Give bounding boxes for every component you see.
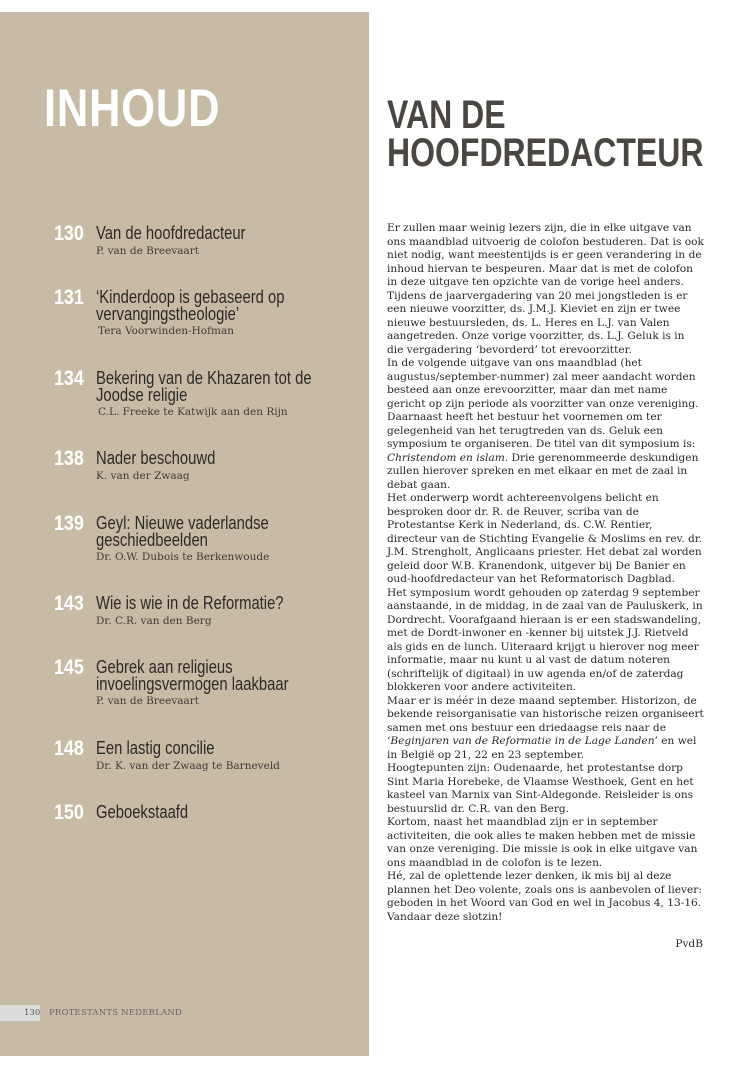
toc-author: Tera Voorwinden-Hofman bbox=[98, 325, 234, 337]
toc-author: Dr. C.R. van den Berg bbox=[96, 615, 212, 627]
toc-page-number: 145 bbox=[54, 656, 84, 679]
text-run: Maar er is méér in deze maand september. Historizon, de bekende reisorganisatie van historische reizen organiseert samen met ons bestuur een driedaagse reis naar de bbox=[387, 694, 704, 734]
toc-author: P. van de Breevaart bbox=[96, 695, 200, 707]
paragraph: Kortom, naast het maandblad zijn er in september activiteiten, die ook alles te maken hebben met de missie van onze vereniging. Die missie is ook in elke uitgave van ons maandblad in de colofon is te lezen. bbox=[387, 816, 698, 869]
toc-page-number: 148 bbox=[54, 737, 84, 760]
text-run: . Drie gerenommeerde deskundigen zullen hierover spreken en met elkaar en met de zaal in debat gaan. bbox=[387, 451, 699, 491]
article-title-line: HOOFDREDACTEUR bbox=[387, 131, 704, 175]
footer-magazine-name: PROTESTANTS NEDERLAND bbox=[49, 1008, 183, 1018]
toc-author: K. van der Zwaag bbox=[96, 470, 190, 482]
paragraph bbox=[387, 695, 704, 763]
text-run: en wel in België op 21, 22 en 23 september. bbox=[387, 735, 697, 761]
paragraph: Hé, zal de oplettende lezer denken, ik mis bij al deze plannen het Deo volente, zoals ons is aanbevolen of liever: geboden in het Woord van God en wel in Jacobus 4, 13-16. Vandaar deze slotzin! bbox=[387, 870, 702, 923]
toc-author: Dr. K. van der Zwaag te Barneveld bbox=[96, 760, 280, 772]
paragraph: In de volgende uitgave van ons maandblad (het augustus/september-nummer) zal meer aandacht worden besteed aan onze erevoorzitter, maar dan met name gericht op zijn periode als voorzitter van onze vereniging. bbox=[387, 357, 699, 410]
toc-page-number: 138 bbox=[54, 447, 84, 470]
toc-title: Geyl: Nieuwe vaderlandse geschiedbeelden bbox=[96, 512, 269, 550]
article-body bbox=[387, 222, 704, 924]
author-signature: PvdB bbox=[675, 938, 703, 950]
toc-title: Van de hoofdredacteur bbox=[96, 222, 246, 243]
toc-page-number: 131 bbox=[54, 286, 84, 309]
text-run: Daarnaast heeft het bestuur het voornemen om ter gelegenheid van het terugtreden van ds. Geluk een symposium te organiseren. De titel van dit symposium is: bbox=[387, 411, 696, 450]
paragraph bbox=[387, 411, 704, 492]
toc-title: ‘Kinderdoop is gebaseerd op vervangingstheologie’ bbox=[96, 286, 285, 324]
toc-title: Gebrek aan religieus invoelingsvermogen laakbaar bbox=[96, 656, 289, 694]
toc-author: C.L. Freeke te Katwijk aan den Rijn bbox=[98, 406, 288, 418]
toc-page-number: 143 bbox=[54, 592, 84, 615]
toc-title: Geboekstaafd bbox=[96, 801, 189, 822]
toc-title: Nader beschouwd bbox=[96, 447, 216, 468]
toc-author: Dr. O.W. Dubois te Berkenwoude bbox=[96, 551, 270, 563]
paragraph: Het onderwerp wordt achtereenvolgens belicht en besproken door dr. R. de Reuver, scriba van de Protestantse Kerk in Nederland, ds. C.W. Rentier, directeur van de Stichting Evangelie & Moslims en rev. dr. J.M. Strengholt, Anglicaans priester. Het debat zal worden geleid door W.B. Kranendonk, uitgever bij De Banier en oud-hoofdredacteur van het Reformatorisch Dagblad. bbox=[387, 492, 703, 585]
trip-title: ‘Beginjaren van de Reformatie in de Lage Landen’ bbox=[387, 735, 658, 747]
paragraph: Er zullen maar weinig lezers zijn, die in elke uitgave van ons maandblad uitvoerig de colofon bestuderen. Dat is ook niet nodig, want meestentijds is er geen verandering in de inhoud hiervan te bespeuren. Maar dat is met de colofon in deze uitgave ten opzichte van de vorige heel anders. bbox=[387, 222, 704, 288]
footer-page-number: 130 bbox=[24, 1008, 41, 1018]
paragraph: Tijdens de jaarvergadering van 20 mei jongstleden is er een nieuwe voorzitter, ds. J.M.J. Kieviet en zijn er twee nieuwe bestuursleden, ds. L. Heres en L.J. van Valen aangetreden. Onze vorige voorzitter, ds. L.J. Geluk is in die vergadering ‘bevorderd’ tot erevoorzitter. bbox=[387, 289, 688, 356]
toc-author: P. van de Breevaart bbox=[96, 245, 200, 257]
toc-page-number: 130 bbox=[54, 222, 84, 245]
toc-title: Bekering van de Khazaren tot de Joodse religie bbox=[96, 367, 312, 405]
toc-title: Wie is wie in de Reformatie? bbox=[96, 592, 284, 613]
toc-title: Een lastig concilie bbox=[96, 737, 215, 758]
paragraph: Het symposium wordt gehouden op zaterdag 9 september aanstaande, in de middag, in de zaal van de Pauluskerk, in Dordrecht. Voorafgaand hieraan is er een stadswandeling, met de Dordt-inwoner en -kenner bij uitstek J.J. Rietveld als gids en de lunch. Uiteraard krijgt u hierover nog meer informatie, maar nu kunt u al vast de datum noteren (schriftelijk of digitaal) in uw agenda en/of de zaterdag blokkeren voor andere activiteiten. bbox=[387, 586, 703, 693]
paragraph: Hoogtepunten zijn: Oudenaarde, het protestantse dorp Sint Maria Horebeke, de Vlaamse Westhoek, Gent en het kasteel van Marnix van Sint-Aldegonde. Reisleider is ons bestuurslid dr. C.R. van den Berg. bbox=[387, 762, 694, 815]
toc-page-number: 134 bbox=[54, 367, 84, 390]
article-title-line: VAN DE bbox=[387, 93, 506, 137]
symposium-title: Christendom en islam bbox=[387, 451, 505, 464]
toc-page-number: 139 bbox=[54, 512, 84, 535]
article-title bbox=[387, 93, 704, 175]
contents-heading: INHOUD bbox=[44, 79, 221, 138]
toc-page-number: 150 bbox=[54, 801, 84, 824]
